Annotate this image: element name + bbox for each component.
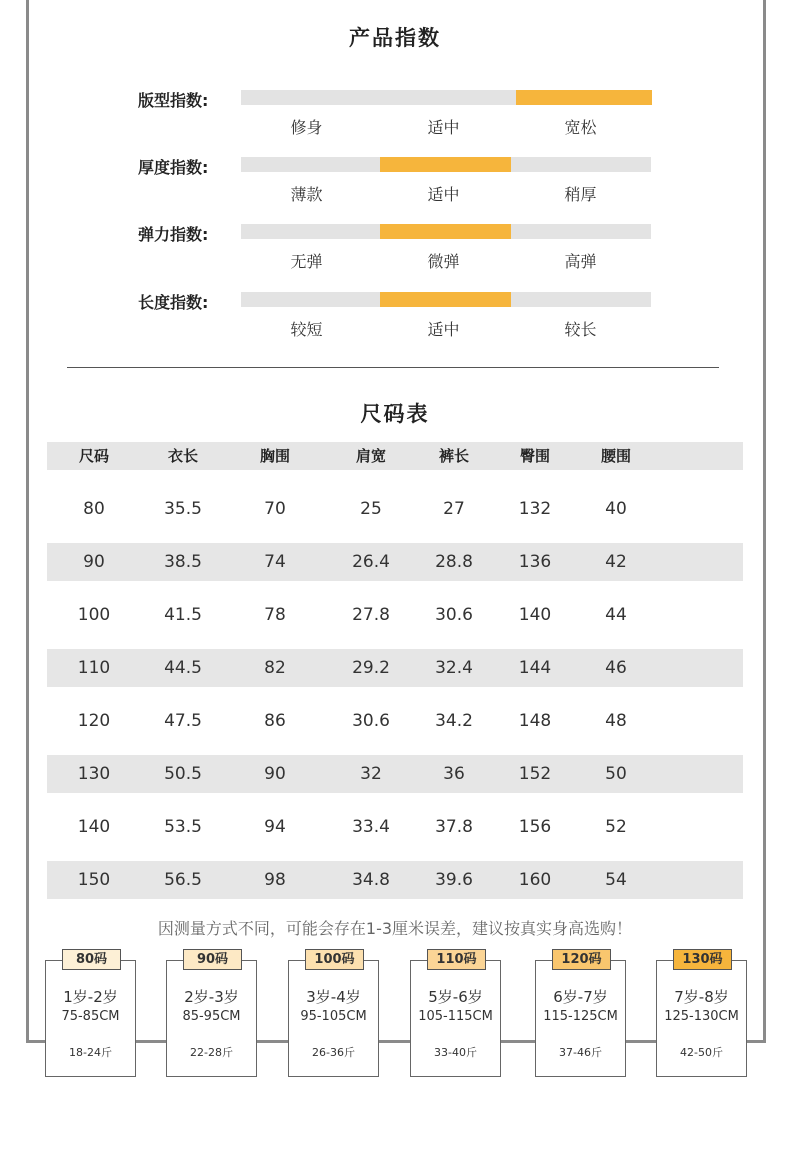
- table-cell: 98: [264, 870, 286, 890]
- index-label: 弹力指数:: [138, 225, 209, 244]
- index-option: 较短: [290, 320, 323, 339]
- size-tag: 100码: [305, 949, 364, 970]
- index-row-fit: [0, 90, 790, 150]
- index-label: 版型指数:: [138, 91, 209, 110]
- table-cell: 50.5: [164, 764, 202, 784]
- table-cell: 33.4: [352, 817, 390, 837]
- table-cell: 27.8: [352, 605, 390, 625]
- size-card: [45, 952, 136, 1077]
- table-cell: 44: [605, 605, 627, 625]
- weight-range: 26-36斤: [312, 1046, 355, 1059]
- table-cell: 140: [518, 605, 552, 625]
- weight-range: 37-46斤: [559, 1046, 602, 1059]
- table-cell: 42: [605, 552, 627, 572]
- size-card: [288, 952, 379, 1077]
- index-highlight-segment: [516, 90, 652, 105]
- table-cell: 48: [605, 711, 627, 731]
- age-range: 6岁-7岁: [553, 988, 608, 1006]
- table-cell: 120: [77, 711, 111, 731]
- table-cell: 53.5: [164, 817, 202, 837]
- weight-range: 22-28斤: [190, 1046, 233, 1059]
- table-cell: 136: [518, 552, 552, 572]
- header-cell: 胸围: [259, 447, 290, 465]
- header-cell: 衣长: [167, 447, 198, 465]
- age-range: 1岁-2岁: [63, 988, 118, 1006]
- index-row-thickness: [0, 157, 790, 217]
- size-table-header: [47, 442, 743, 470]
- table-cell: 110: [77, 658, 111, 678]
- table-cell: 40: [605, 499, 627, 519]
- table-row: [47, 861, 743, 899]
- section-divider: [67, 367, 719, 368]
- index-row-length: [0, 292, 790, 352]
- table-row: [47, 596, 743, 634]
- table-cell: 144: [518, 658, 552, 678]
- table-cell: 37.8: [435, 817, 473, 837]
- index-option: 适中: [427, 320, 460, 339]
- index-option: 适中: [427, 118, 460, 137]
- height-range: 115-125CM: [543, 1009, 618, 1024]
- table-row: [47, 702, 743, 740]
- index-bar: [241, 90, 651, 105]
- table-cell: 94: [264, 817, 286, 837]
- index-option: 无弹: [290, 252, 323, 271]
- header-cell: 尺码: [78, 447, 109, 465]
- index-highlight-segment: [380, 292, 512, 307]
- table-cell: 82: [264, 658, 286, 678]
- size-tag: 130码: [673, 949, 732, 970]
- frame-bottom-border: [26, 1040, 766, 1043]
- age-range: 5岁-6岁: [428, 988, 483, 1006]
- table-row: [47, 490, 743, 528]
- height-range: 105-115CM: [418, 1009, 493, 1024]
- table-cell: 32: [360, 764, 382, 784]
- table-cell: 30.6: [352, 711, 390, 731]
- age-range: 7岁-8岁: [674, 988, 729, 1006]
- table-cell: 27: [443, 499, 465, 519]
- table-cell: 70: [264, 499, 286, 519]
- header-cell: 肩宽: [355, 447, 386, 465]
- index-option: 微弹: [427, 252, 460, 271]
- table-cell: 41.5: [164, 605, 202, 625]
- table-cell: 160: [518, 870, 552, 890]
- size-card: [535, 952, 626, 1077]
- table-cell: 35.5: [164, 499, 202, 519]
- table-cell: 46: [605, 658, 627, 678]
- table-row: [47, 543, 743, 581]
- header-cell: 臀围: [519, 447, 550, 465]
- index-option: 稍厚: [564, 185, 597, 204]
- size-card: [166, 952, 257, 1077]
- index-option: 高弹: [564, 252, 597, 271]
- index-option: 宽松: [564, 118, 597, 137]
- table-cell: 34.8: [352, 870, 390, 890]
- size-tag: 110码: [427, 949, 486, 970]
- header-cell: 裤长: [438, 447, 469, 465]
- size-tag: 90码: [183, 949, 242, 970]
- table-cell: 56.5: [164, 870, 202, 890]
- table-row: [47, 649, 743, 687]
- size-card: [656, 952, 747, 1077]
- index-option: 薄款: [290, 185, 323, 204]
- table-cell: 38.5: [164, 552, 202, 572]
- index-label: 厚度指数:: [138, 158, 209, 177]
- height-range: 95-105CM: [300, 1009, 367, 1024]
- age-range: 3岁-4岁: [306, 988, 361, 1006]
- table-cell: 86: [264, 711, 286, 731]
- age-range: 2岁-3岁: [184, 988, 239, 1006]
- height-range: 125-130CM: [664, 1009, 739, 1024]
- index-bar: [241, 157, 651, 172]
- size-chart-title: 尺码表: [360, 402, 430, 426]
- table-cell: 132: [518, 499, 552, 519]
- header-cell: 腰围: [600, 447, 631, 465]
- weight-range: 33-40斤: [434, 1046, 477, 1059]
- table-cell: 54: [605, 870, 627, 890]
- table-cell: 152: [518, 764, 552, 784]
- index-option: 较长: [564, 320, 597, 339]
- table-cell: 44.5: [164, 658, 202, 678]
- table-cell: 50: [605, 764, 627, 784]
- index-option: 适中: [427, 185, 460, 204]
- index-bar: [241, 292, 651, 307]
- height-range: 75-85CM: [61, 1009, 120, 1024]
- measurement-note: 因测量方式不同，可能会存在1-3厘米误差，建议按真实身高选购！: [157, 919, 633, 938]
- index-label: 长度指数:: [138, 293, 209, 312]
- product-index-title: 产品指数: [349, 26, 441, 50]
- table-cell: 74: [264, 552, 286, 572]
- table-cell: 130: [77, 764, 111, 784]
- table-cell: 39.6: [435, 870, 473, 890]
- table-cell: 28.8: [435, 552, 473, 572]
- height-range: 85-95CM: [182, 1009, 241, 1024]
- weight-range: 42-50斤: [680, 1046, 723, 1059]
- size-card: [410, 952, 501, 1077]
- index-option: 修身: [290, 118, 323, 137]
- table-cell: 47.5: [164, 711, 202, 731]
- table-cell: 30.6: [435, 605, 473, 625]
- table-cell: 90: [83, 552, 105, 572]
- table-cell: 90: [264, 764, 286, 784]
- table-cell: 140: [77, 817, 111, 837]
- index-highlight-segment: [380, 157, 512, 172]
- table-cell: 32.4: [435, 658, 473, 678]
- weight-range: 18-24斤: [69, 1046, 112, 1059]
- table-cell: 36: [443, 764, 465, 784]
- table-cell: 148: [518, 711, 552, 731]
- index-bar: [241, 224, 651, 239]
- table-cell: 150: [77, 870, 111, 890]
- table-cell: 25: [360, 499, 382, 519]
- table-row: [47, 755, 743, 793]
- table-cell: 26.4: [352, 552, 390, 572]
- table-cell: 29.2: [352, 658, 390, 678]
- table-cell: 52: [605, 817, 627, 837]
- table-cell: 34.2: [435, 711, 473, 731]
- table-cell: 80: [83, 499, 105, 519]
- size-tag: 80码: [62, 949, 121, 970]
- table-cell: 156: [518, 817, 552, 837]
- table-cell: 78: [264, 605, 286, 625]
- size-tag: 120码: [552, 949, 611, 970]
- index-row-elasticity: [0, 224, 790, 284]
- table-row: [47, 808, 743, 846]
- table-cell: 100: [77, 605, 111, 625]
- index-highlight-segment: [380, 224, 512, 239]
